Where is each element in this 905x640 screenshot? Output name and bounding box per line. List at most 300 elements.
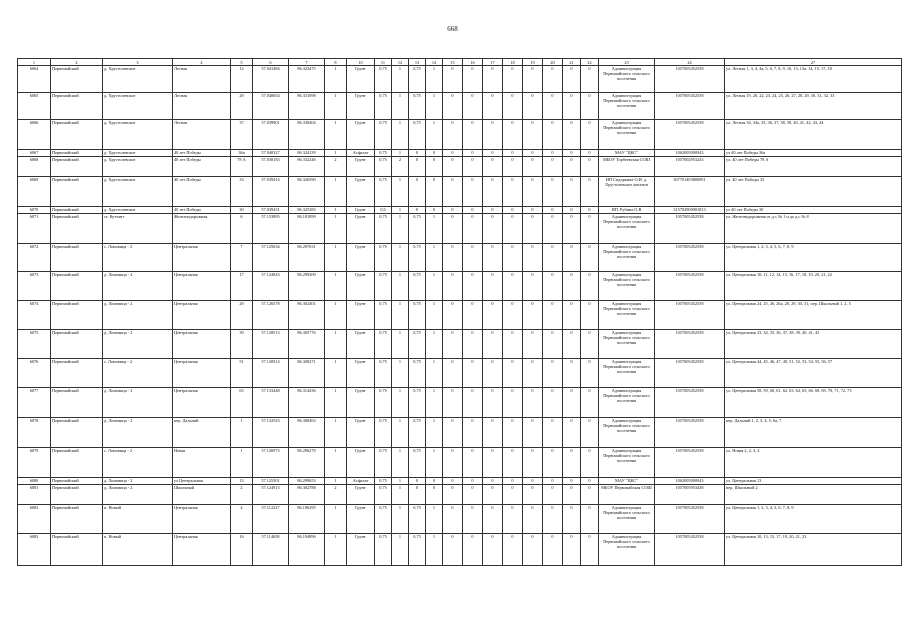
table-cell-col-23: Администрация Первомайского сельского поселения bbox=[599, 244, 655, 272]
table-cell-col-22: 0 bbox=[581, 150, 599, 157]
table-cell-col-22: 0 bbox=[581, 485, 599, 505]
table-cell-col-8: 1 bbox=[325, 534, 347, 566]
table-cell-col-16: 0 bbox=[463, 157, 483, 177]
table-cell-col-2: Первомайский bbox=[51, 478, 103, 485]
table-cell-col-27: ул. Лесная 19, 20, 22, 23, 24, 25, 26, 27, 28, 29, 30, 31, 32, 33 bbox=[725, 93, 902, 120]
column-number-2: 2 bbox=[51, 59, 103, 66]
column-number-21: 21 bbox=[563, 59, 581, 66]
table-cell-col-22: 0 bbox=[581, 534, 599, 566]
table-cell-col-23: ИП. Рубина О.В bbox=[599, 207, 655, 214]
table-cell-col-19: 0 bbox=[523, 120, 543, 150]
table-cell-col-20: 0 bbox=[543, 448, 563, 478]
table-cell-col-21: 0 bbox=[563, 66, 581, 93]
table-cell-col-18: 0 bbox=[503, 66, 523, 93]
table-cell-col-3: д. Ломовица - 2 bbox=[103, 272, 173, 301]
table-cell-col-6: 57.153895 bbox=[253, 214, 289, 244]
table-cell-col-21: 0 bbox=[563, 93, 581, 120]
table-cell-col-1: 6076 bbox=[18, 359, 51, 388]
table-cell-col-10: Грунт bbox=[347, 505, 375, 534]
column-number-19: 19 bbox=[523, 59, 543, 66]
table-cell-col-18: 0 bbox=[503, 388, 523, 418]
table-cell-col-21: 0 bbox=[563, 120, 581, 150]
table-cell-col-20: 0 bbox=[543, 505, 563, 534]
table-cell-col-21: 0 bbox=[563, 359, 581, 388]
table-cell-col-23: МАУ "ЦКС" bbox=[599, 478, 655, 485]
table-row bbox=[18, 418, 902, 448]
table-cell-col-3: с. Ломовица - 2 bbox=[103, 244, 173, 272]
table-cell-col-5: 1 bbox=[231, 418, 253, 448]
table-cell-col-8: 1 bbox=[325, 448, 347, 478]
table-cell-col-5: 33 bbox=[231, 177, 253, 207]
table-cell-col-16: 0 bbox=[463, 66, 483, 93]
page-number: 668 bbox=[447, 25, 458, 33]
table-cell-col-10: Грунт bbox=[347, 177, 375, 207]
table-cell-col-2: Первомайский bbox=[51, 120, 103, 150]
table-cell-col-17: 0 bbox=[483, 150, 503, 157]
table-cell-col-19: 0 bbox=[523, 418, 543, 448]
table-cell-col-5: 65 bbox=[231, 388, 253, 418]
table-cell-col-12: 1 bbox=[392, 177, 409, 207]
column-number-17: 17 bbox=[483, 59, 503, 66]
column-number-22: 22 bbox=[581, 59, 599, 66]
table-cell-col-20: 0 bbox=[543, 66, 563, 93]
table-cell-col-6: 57.039901 bbox=[253, 120, 289, 150]
table-cell-col-19: 0 bbox=[523, 330, 543, 359]
table-cell-col-22: 0 bbox=[581, 93, 599, 120]
table-cell-col-10: Асфальт bbox=[347, 150, 375, 157]
table-cell-col-18: 0 bbox=[503, 478, 523, 485]
table-cell-col-12: 1 bbox=[392, 214, 409, 244]
table-cell-col-12: 1 bbox=[392, 485, 409, 505]
table-cell-col-1: 6073 bbox=[18, 272, 51, 301]
table-cell-col-12: 1 bbox=[392, 448, 409, 478]
table-cell-col-2: Первомайский bbox=[51, 214, 103, 244]
table-cell-col-22: 0 bbox=[581, 244, 599, 272]
table-cell-col-6: 57.038183 bbox=[253, 157, 289, 177]
column-number-18: 18 bbox=[503, 59, 523, 66]
table-cell-col-14: 1 bbox=[426, 93, 443, 120]
table-cell-col-11: 0,75 bbox=[375, 272, 392, 301]
table-cell-col-7: 86.296279 bbox=[289, 448, 325, 478]
table-cell-col-21: 0 bbox=[563, 448, 581, 478]
table-cell-col-7: 86.196295 bbox=[289, 505, 325, 534]
table-cell-col-8: 1 bbox=[325, 66, 347, 93]
table-cell-col-1: 6064 bbox=[18, 66, 51, 93]
table-cell-col-7: 86.325383 bbox=[289, 207, 325, 214]
table-cell-col-18: 0 bbox=[503, 330, 523, 359]
table-cell-col-17: 0 bbox=[483, 534, 503, 566]
table-cell-col-20: 0 bbox=[543, 93, 563, 120]
table-cell-col-4: Школьный bbox=[173, 485, 231, 505]
table-cell-col-15: 0 bbox=[443, 272, 463, 301]
table-row bbox=[18, 301, 902, 330]
table-cell-col-16: 0 bbox=[463, 150, 483, 157]
table-cell-col-23: ИП Сидоркина О.И. д. Хрустолевское магазин bbox=[599, 177, 655, 207]
table-cell-col-22: 0 bbox=[581, 505, 599, 534]
table-cell-col-15: 0 bbox=[443, 120, 463, 150]
column-number-1: 1 bbox=[18, 59, 51, 66]
table-cell-col-12: 1 bbox=[392, 93, 409, 120]
table-cell-col-21: 0 bbox=[563, 207, 581, 214]
table-cell-col-11: 0,75 bbox=[375, 485, 392, 505]
table-cell-col-1: 6079 bbox=[18, 448, 51, 478]
table-cell-col-3: п. Новый bbox=[103, 505, 173, 534]
table-cell-col-4: 40 лет Победы bbox=[173, 207, 231, 214]
table-cell-col-8: 1 bbox=[325, 272, 347, 301]
table-cell-col-6: 57.132543 bbox=[253, 418, 289, 448]
table-cell-col-13: 0,75 bbox=[409, 448, 426, 478]
table-cell-col-13: 0,75 bbox=[409, 418, 426, 448]
table-cell-col-18: 0 bbox=[503, 157, 523, 177]
table-cell-col-14: 1 bbox=[426, 214, 443, 244]
table-cell-col-15: 0 bbox=[443, 505, 463, 534]
table-cell-col-19: 0 bbox=[523, 505, 543, 534]
table-cell-col-13: 0,75 bbox=[409, 534, 426, 566]
table-cell-col-12: 1 bbox=[392, 534, 409, 566]
table-cell-col-10: Грунт bbox=[347, 448, 375, 478]
table-cell-col-18: 0 bbox=[503, 150, 523, 157]
table-row bbox=[18, 157, 902, 177]
table-cell-col-3: д. Хрустолевское bbox=[103, 207, 173, 214]
table-cell-col-19: 0 bbox=[523, 272, 543, 301]
table-row bbox=[18, 485, 902, 505]
table-cell-col-19: 0 bbox=[523, 244, 543, 272]
table-cell-col-3: д. Хрустолевское bbox=[103, 150, 173, 157]
table-cell-col-5: 17 bbox=[231, 272, 253, 301]
table-cell-col-27: ул. 40 лет Победы 78 А bbox=[725, 157, 902, 177]
table-cell-col-10: Грунт bbox=[347, 244, 375, 272]
table-cell-col-8: 1 bbox=[325, 207, 347, 214]
table-cell-col-14: 1 bbox=[426, 534, 443, 566]
table-cell-col-14: 1 bbox=[426, 359, 443, 388]
table-cell-col-3: д. Ломовица - 2 bbox=[103, 478, 173, 485]
table-cell-col-8: 1 bbox=[325, 418, 347, 448]
table-cell-col-12: 1 bbox=[392, 388, 409, 418]
table-cell-col-22: 0 bbox=[581, 359, 599, 388]
table-cell-col-5: 29 bbox=[231, 301, 253, 330]
table-cell-col-17: 0 bbox=[483, 478, 503, 485]
table-cell-col-27: ул 40 лет Победы 30 bbox=[725, 207, 902, 214]
table-cell-col-15: 0 bbox=[443, 301, 463, 330]
table-cell-col-13: 0,75 bbox=[409, 272, 426, 301]
table-cell-col-20: 0 bbox=[543, 207, 563, 214]
table-cell-col-2: Первомайский bbox=[51, 66, 103, 93]
table-cell-col-4: Железнодорожная bbox=[173, 214, 231, 244]
table-cell-col-13: 0 bbox=[409, 478, 426, 485]
table-cell-col-18: 0 bbox=[503, 485, 523, 505]
table-cell-col-3: д. Ломовица - 2 bbox=[103, 418, 173, 448]
table-cell-col-22: 0 bbox=[581, 418, 599, 448]
table-cell-col-8: 2 bbox=[325, 157, 347, 177]
table-cell-col-16: 0 bbox=[463, 177, 483, 207]
table-cell-col-14: 1 bbox=[426, 388, 443, 418]
table-cell-col-4: Центральная bbox=[173, 330, 231, 359]
table-cell-col-15: 0 bbox=[443, 150, 463, 157]
table-cell-col-6: 57.039431 bbox=[253, 207, 289, 214]
table-cell-col-22: 0 bbox=[581, 478, 599, 485]
table-cell-col-23: Администрация Первомайского сельского поселения bbox=[599, 534, 655, 566]
table-cell-col-17: 0 bbox=[483, 93, 503, 120]
table-cell-col-15: 0 bbox=[443, 485, 463, 505]
table-cell-col-3: д. Ломовица - 2 bbox=[103, 330, 173, 359]
table-cell-col-23: Администрация Первомайского сельского поселения bbox=[599, 330, 655, 359]
table-cell-col-8: 1 bbox=[325, 478, 347, 485]
table-cell-col-24: 1062005000943 bbox=[655, 150, 725, 157]
table-cell-col-7: 86.297631 bbox=[289, 244, 325, 272]
table-cell-col-4: Центральная bbox=[173, 244, 231, 272]
table-cell-col-14: 0 bbox=[426, 177, 443, 207]
table-cell-col-15: 0 bbox=[443, 157, 463, 177]
table-cell-col-20: 0 bbox=[543, 485, 563, 505]
table-cell-col-18: 0 bbox=[503, 301, 523, 330]
table-cell-col-17: 0 bbox=[483, 244, 503, 272]
table-cell-col-20: 0 bbox=[543, 157, 563, 177]
table-cell-col-16: 0 bbox=[463, 301, 483, 330]
table-cell-col-7: 86.324139 bbox=[289, 150, 325, 157]
table-cell-col-15: 0 bbox=[443, 214, 463, 244]
table-cell-col-3: д. Хрустолевское bbox=[103, 157, 173, 177]
table-cell-col-20: 0 bbox=[543, 244, 563, 272]
table-cell-col-2: Первомайский bbox=[51, 534, 103, 566]
column-number-10: 10 bbox=[347, 59, 375, 66]
table-cell-col-4: Центральная bbox=[173, 301, 231, 330]
column-number-15: 15 bbox=[443, 59, 463, 66]
table-cell-col-18: 0 bbox=[503, 93, 523, 120]
table-cell-col-8: 1 bbox=[325, 330, 347, 359]
table-cell-col-16: 0 bbox=[463, 272, 483, 301]
table-cell-col-22: 0 bbox=[581, 207, 599, 214]
table-cell-col-3: д. Ломовица - 2 bbox=[103, 485, 173, 505]
table-cell-col-2: Первомайский bbox=[51, 207, 103, 214]
table-cell-col-2: Первомайский bbox=[51, 448, 103, 478]
column-number-7: 7 bbox=[289, 59, 325, 66]
table-cell-col-24: 1057005452558 bbox=[655, 359, 725, 388]
table-cell-col-13: 0,75 bbox=[409, 301, 426, 330]
table-cell-col-22: 0 bbox=[581, 301, 599, 330]
table-cell-col-21: 0 bbox=[563, 534, 581, 566]
column-number-5: 5 bbox=[231, 59, 253, 66]
table-cell-col-8: 1 bbox=[325, 120, 347, 150]
table-cell-col-15: 0 bbox=[443, 478, 463, 485]
table-cell-col-24: 1057005452558 bbox=[655, 534, 725, 566]
table-cell-col-24: 1062005000943 bbox=[655, 478, 725, 485]
table-cell-col-5: 2 bbox=[231, 485, 253, 505]
table-cell-col-3: с. Ломовица - 2 bbox=[103, 448, 173, 478]
table-cell-col-13: 0,75 bbox=[409, 388, 426, 418]
table-cell-col-13: 0 bbox=[409, 150, 426, 157]
table-cell-col-4: Новая bbox=[173, 448, 231, 478]
table-cell-col-19: 0 bbox=[523, 207, 543, 214]
table-cell-col-21: 0 bbox=[563, 418, 581, 448]
table-cell-col-14: 0 bbox=[426, 207, 443, 214]
table-cell-col-13: 0 bbox=[409, 177, 426, 207]
table-cell-col-15: 0 bbox=[443, 418, 463, 448]
table-cell-col-23: Администрация Первомайского сельского поселения bbox=[599, 359, 655, 388]
table-cell-col-20: 0 bbox=[543, 301, 563, 330]
table-cell-col-11: 0,75 bbox=[375, 120, 392, 150]
table-cell-col-13: 0,75 bbox=[409, 120, 426, 150]
table-cell-col-7: 86.302788 bbox=[289, 485, 325, 505]
table-cell-col-1: 6075 bbox=[18, 330, 51, 359]
table-cell-col-5: 78 А bbox=[231, 157, 253, 177]
column-number-14: 14 bbox=[426, 59, 443, 66]
table-cell-col-23: Администрация Первомайского сельского поселения bbox=[599, 66, 655, 93]
table-cell-col-6: 57.040327 bbox=[253, 150, 289, 157]
table-cell-col-10: Грунт bbox=[347, 214, 375, 244]
table-cell-col-11: 0,75 bbox=[375, 478, 392, 485]
table-cell-col-7: 86.323475 bbox=[289, 66, 325, 93]
table-cell-col-4: 40 лет Победы bbox=[173, 150, 231, 157]
table-cell-col-12: 1 bbox=[392, 244, 409, 272]
table-cell-col-1: 6070 bbox=[18, 207, 51, 214]
table-cell-col-8: 1 bbox=[325, 505, 347, 534]
table-cell-col-6: 57.114658 bbox=[253, 534, 289, 566]
table-cell-col-12: 1 bbox=[392, 272, 409, 301]
table-cell-col-7: 86.331098 bbox=[289, 93, 325, 120]
table-cell-col-6: 57.124843 bbox=[253, 272, 289, 301]
table-cell-col-24: 1057005452558 bbox=[655, 120, 725, 150]
table-cell-col-3: д. Ломовица - 2 bbox=[103, 388, 173, 418]
table-cell-col-6: 57.126578 bbox=[253, 301, 289, 330]
table-cell-col-18: 0 bbox=[503, 448, 523, 478]
table-cell-col-12: 1 bbox=[392, 478, 409, 485]
table-cell-col-1: 6072 bbox=[18, 244, 51, 272]
table-cell-col-21: 0 bbox=[563, 301, 581, 330]
column-number-13: 13 bbox=[409, 59, 426, 66]
table-cell-col-23: МБОУ Торбеевская СОШ bbox=[599, 157, 655, 177]
table-cell-col-20: 0 bbox=[543, 272, 563, 301]
column-number-11: 11 bbox=[375, 59, 392, 66]
table-cell-col-27: ул 40 лет Победы 36а bbox=[725, 150, 902, 157]
table-cell-col-10: Грунт bbox=[347, 485, 375, 505]
table-row bbox=[18, 272, 902, 301]
table-cell-col-5: 12 bbox=[231, 66, 253, 93]
table-cell-col-21: 0 bbox=[563, 150, 581, 157]
table-cell-col-10: Грунт bbox=[347, 388, 375, 418]
table-cell-col-15: 0 bbox=[443, 66, 463, 93]
table-cell-col-21: 0 bbox=[563, 244, 581, 272]
column-number-3: 3 bbox=[103, 59, 173, 66]
table-cell-col-16: 0 bbox=[463, 485, 483, 505]
table-cell-col-8: 1 bbox=[325, 244, 347, 272]
table-row bbox=[18, 330, 902, 359]
table-cell-col-24: 1057002953243 bbox=[655, 157, 725, 177]
table-cell-col-6: 57.041484 bbox=[253, 66, 289, 93]
table-cell-col-3: ст. Куттант bbox=[103, 214, 173, 244]
table-row bbox=[18, 214, 902, 244]
table-cell-col-21: 0 bbox=[563, 505, 581, 534]
table-cell-col-15: 0 bbox=[443, 448, 463, 478]
table-cell-col-27: ул. Центральная 1, 2, 3, 4, 5, 6, 7, 8, 9 bbox=[725, 505, 902, 534]
table-cell-col-4: Центральная bbox=[173, 359, 231, 388]
table-cell-col-12: 1 bbox=[392, 301, 409, 330]
table-cell-col-6: 57.133448 bbox=[253, 388, 289, 418]
table-row bbox=[18, 478, 902, 485]
table-cell-col-24: 315702900001813 bbox=[655, 207, 725, 214]
table-cell-col-5: 7 bbox=[231, 244, 253, 272]
column-number-27: 27 bbox=[725, 59, 902, 66]
table-cell-col-12: 1 bbox=[392, 505, 409, 534]
table-cell-col-13: 0 bbox=[409, 157, 426, 177]
table-cell-col-24: 1057005452558 bbox=[655, 418, 725, 448]
table-cell-col-10: Грунт bbox=[347, 301, 375, 330]
table-row bbox=[18, 244, 902, 272]
table-cell-col-16: 0 bbox=[463, 207, 483, 214]
table-cell-col-8: 1 bbox=[325, 388, 347, 418]
table-cell-col-22: 0 bbox=[581, 66, 599, 93]
table-cell-col-4: Центральная bbox=[173, 534, 231, 566]
table-row bbox=[18, 177, 902, 207]
table-cell-col-24: 1057005452558 bbox=[655, 301, 725, 330]
table-cell-col-4: Лесная bbox=[173, 120, 231, 150]
table-cell-col-4: ул Центральная bbox=[173, 478, 231, 485]
table-cell-col-1: 6080 bbox=[18, 478, 51, 485]
table-cell-col-27: ул. Новая 2, 2, 3, 4 bbox=[725, 448, 902, 478]
table-cell-col-19: 0 bbox=[523, 478, 543, 485]
table-cell-col-5: 4 bbox=[231, 505, 253, 534]
table-cell-col-20: 0 bbox=[543, 120, 563, 150]
table-cell-col-16: 0 bbox=[463, 418, 483, 448]
table-cell-col-8: 1 bbox=[325, 93, 347, 120]
table-cell-col-19: 0 bbox=[523, 485, 543, 505]
table-cell-col-2: Первомайский bbox=[51, 330, 103, 359]
table-cell-col-11: 0,5 bbox=[375, 207, 392, 214]
table-cell-col-6: 57.125634 bbox=[253, 244, 289, 272]
registry-table bbox=[17, 58, 902, 566]
table-cell-col-7: 86.181899 bbox=[289, 214, 325, 244]
table-cell-col-19: 0 bbox=[523, 388, 543, 418]
table-cell-col-7: 86.299653 bbox=[289, 478, 325, 485]
table-cell-col-10: Грунт bbox=[347, 272, 375, 301]
table-cell-col-13: 0,75 bbox=[409, 66, 426, 93]
table-cell-col-16: 0 bbox=[463, 244, 483, 272]
table-cell-col-11: 0,75 bbox=[375, 418, 392, 448]
table-cell-col-2: Первомайский bbox=[51, 485, 103, 505]
column-number-12: 12 bbox=[392, 59, 409, 66]
table-cell-col-7: 86.308271 bbox=[289, 359, 325, 388]
table-cell-col-10: Грунт bbox=[347, 207, 375, 214]
table-cell-col-18: 0 bbox=[503, 244, 523, 272]
table-cell-col-17: 0 bbox=[483, 330, 503, 359]
table-cell-col-14: 1 bbox=[426, 505, 443, 534]
table-cell-col-7: 86.302401 bbox=[289, 301, 325, 330]
table-cell-col-14: 1 bbox=[426, 120, 443, 150]
table-cell-col-6: 57.124913 bbox=[253, 485, 289, 505]
table-cell-col-11: 0,75 bbox=[375, 388, 392, 418]
table-cell-col-15: 0 bbox=[443, 177, 463, 207]
table-cell-col-19: 0 bbox=[523, 214, 543, 244]
table-cell-col-24: 1057005452558 bbox=[655, 388, 725, 418]
table-cell-col-6: 57.125301 bbox=[253, 478, 289, 485]
table-cell-col-6: 57.130914 bbox=[253, 359, 289, 388]
table-cell-col-7: 86.338404 bbox=[289, 120, 325, 150]
table-cell-col-3: д. Хрустолевское bbox=[103, 177, 173, 207]
table-row bbox=[18, 150, 902, 157]
table-cell-col-21: 0 bbox=[563, 388, 581, 418]
table-cell-col-1: 6081 bbox=[18, 485, 51, 505]
table-cell-col-20: 0 bbox=[543, 534, 563, 566]
table-cell-col-12: 1 bbox=[392, 418, 409, 448]
table-cell-col-8: 1 bbox=[325, 150, 347, 157]
table-cell-col-13: 0 bbox=[409, 485, 426, 505]
table-cell-col-7: 86.305776 bbox=[289, 330, 325, 359]
table-cell-col-8: 1 bbox=[325, 359, 347, 388]
table-cell-col-12: 1 bbox=[392, 150, 409, 157]
table-cell-col-1: 6071 bbox=[18, 214, 51, 244]
table-cell-col-2: Первомайский bbox=[51, 301, 103, 330]
table-cell-col-19: 0 bbox=[523, 66, 543, 93]
table-cell-col-2: Первомайский bbox=[51, 177, 103, 207]
